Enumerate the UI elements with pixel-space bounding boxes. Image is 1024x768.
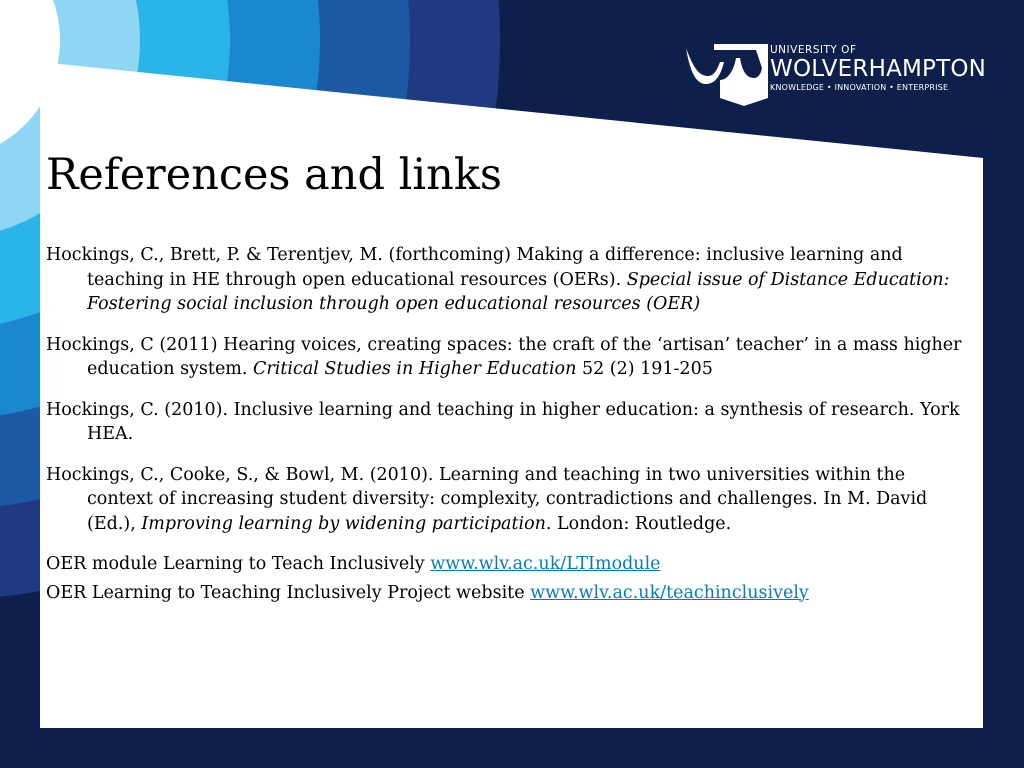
- link-teachinclusively[interactable]: www.wlv.ac.uk/teachinclusively: [530, 582, 809, 603]
- link-ltimodule[interactable]: www.wlv.ac.uk/LTImodule: [430, 554, 661, 574]
- reference-item: [46, 243, 971, 317]
- reference-italic: Special issue of Distance Education: Fostering social inclusion through open educational resources (OER): [87, 269, 950, 314]
- reference-item: [46, 463, 971, 537]
- reference-text: Hockings, C (2011) Hearing voices, creating spaces: the craft of the ‘artisan’ teacher’ in a mass higher education system.: [46, 334, 962, 379]
- reference-tail: 52 (2) 191-205: [576, 359, 713, 379]
- logo-line-wolverhampton: WOLVERHAMPTON: [770, 56, 987, 82]
- reference-italic: Improving learning by widening participation: [141, 513, 546, 534]
- link-label: OER module Learning to Teach Inclusively: [46, 554, 431, 574]
- reference-text: Hockings, C. (2010). Inclusive learning and teaching in higher education: a synthesis of research. York HEA.: [46, 399, 960, 444]
- reference-item: [46, 398, 971, 447]
- logo-line-university-of: UNIVERSITY OF: [770, 44, 857, 56]
- link-item-teachinclusively: [46, 581, 971, 606]
- reference-text: Hockings, C., Cooke, S., & Bowl, M. (2010). Learning and teaching in two universities within the context of increasing student diversity: complexity, contradictions and challenges. In M. David (Ed.),: [46, 464, 928, 534]
- link-label: OER Learning to Teaching Inclusively Project website: [46, 582, 531, 603]
- reference-list: [46, 243, 971, 609]
- reference-text: Hockings, C., Brett, P. & Terentjev, M. (forthcoming) Making a difference: inclusive learning and teaching in HE through open educational resources (OERs).: [46, 245, 903, 290]
- reference-item: [46, 333, 971, 382]
- university-logo: [684, 40, 994, 110]
- page-title: References and links: [46, 150, 502, 200]
- reference-italic: Critical Studies in Higher Education: [253, 359, 577, 379]
- link-item-ltimodule: [46, 552, 971, 577]
- reference-tail: . London: Routledge.: [545, 513, 732, 534]
- university-crest-icon: [684, 40, 768, 106]
- logo-line-tagline: KNOWLEDGE • INNOVATION • ENTERPRISE: [770, 83, 949, 92]
